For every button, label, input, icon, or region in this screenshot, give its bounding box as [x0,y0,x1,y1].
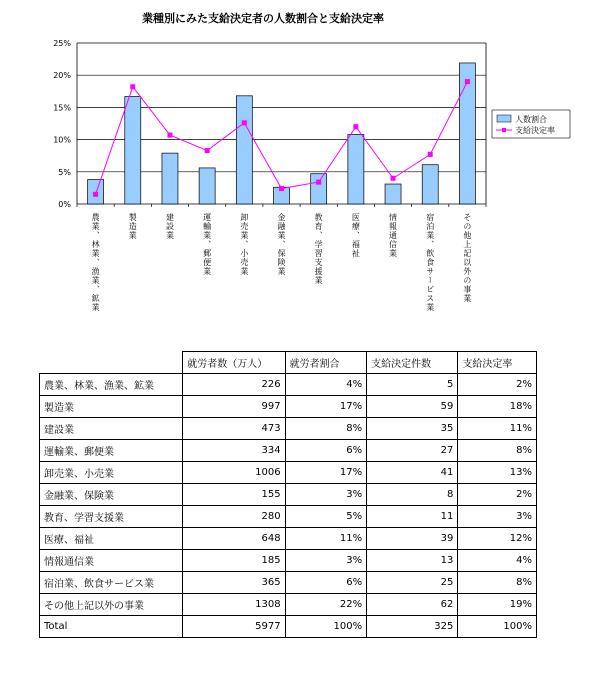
cell-share: 11% [285,528,367,550]
x-tick-label: 医療、福祉 [351,213,361,258]
cell-decisions: 13 [367,550,458,572]
row-label: 卸売業、小売業 [40,462,183,484]
cell-decisions: 5 [367,374,458,396]
row-label: 農業、林業、漁業、鉱業 [40,374,183,396]
cell-decisions: 62 [367,594,458,616]
cell-rate: 8% [458,440,537,462]
bar-series [88,63,476,204]
chart-title: 業種別にみた支給決定者の人数割合と支給決定率 [142,12,384,25]
line-point [167,133,172,138]
x-tick-label: 卸売業、小売業 [239,213,249,276]
table-total-row [40,616,537,638]
data-table [39,351,537,638]
cell-rate: 19% [458,594,537,616]
bar [199,168,215,204]
cell-rate: 100% [458,616,537,638]
cell-workers: 185 [183,550,285,572]
cell-decisions: 8 [367,484,458,506]
bar [422,165,438,204]
table-corner-cell [40,352,183,374]
line-point [242,120,247,125]
cell-decisions: 11 [367,506,458,528]
table-row [40,418,537,440]
cell-share: 100% [285,616,367,638]
bar [88,180,104,204]
cell-workers: 365 [183,572,285,594]
cell-workers: 334 [183,440,285,462]
line-series [93,79,470,197]
legend-line-marker [502,128,506,132]
bar [311,174,327,204]
y-tick-label: 5% [58,167,71,177]
table-row [40,440,537,462]
cell-share: 3% [285,484,367,506]
table-row [40,572,537,594]
x-tick-label: 製造業 [128,213,138,240]
cell-rate: 13% [458,462,537,484]
y-axis-ticks [53,39,71,209]
line-point [316,180,321,185]
cell-workers: 997 [183,396,285,418]
cell-share: 17% [285,396,367,418]
cell-rate: 2% [458,484,537,506]
legend-bar-swatch [497,115,511,122]
cell-rate: 4% [458,550,537,572]
cell-decisions: 27 [367,440,458,462]
row-label: Total [40,616,183,638]
row-label: 製造業 [40,396,183,418]
cell-rate: 8% [458,572,537,594]
x-tick-label: 金融業、保険業 [277,213,286,276]
cell-share: 6% [285,572,367,594]
cell-workers: 648 [183,528,285,550]
y-tick-label: 25% [53,39,71,48]
row-label: 運輸業、郵便業 [40,440,183,462]
x-axis-labels [90,212,472,312]
cell-share: 5% [285,506,367,528]
cell-decisions: 325 [367,616,458,638]
y-tick-label: 20% [53,71,71,81]
legend-line-label: 支給決定率 [515,126,555,135]
cell-share: 3% [285,550,367,572]
x-tick-label: 農業、林業、漁業、鉱業 [91,213,101,312]
cell-workers: 5977 [183,616,285,638]
cell-rate: 2% [458,374,537,396]
bar [348,134,364,204]
row-label: 情報通信業 [40,550,183,572]
cell-decisions: 39 [367,528,458,550]
line-point [93,192,98,197]
table-row [40,396,537,418]
bar [162,153,178,204]
cell-rate: 11% [458,418,537,440]
col-header-workers: 就労者数（万人） [183,352,285,374]
y-tick-label: 15% [53,103,71,113]
x-tick-label: 建設業 [165,213,175,240]
cell-workers: 155 [183,484,285,506]
line-point [428,152,433,157]
cell-rate: 18% [458,396,537,418]
y-tick-label: 10% [53,135,71,145]
cell-share: 6% [285,440,367,462]
row-label: 宿泊業、飲食サービス業 [40,572,183,594]
table-row [40,550,537,572]
x-tick-label: その他上記以外の事業 [462,213,472,303]
cell-share: 17% [285,462,367,484]
line-point [205,148,210,153]
line-point [391,176,396,181]
line-point [353,124,358,129]
table-row [40,506,537,528]
x-tick-label: 情報通信業 [388,213,398,258]
cell-share: 8% [285,418,367,440]
cell-share: 4% [285,374,367,396]
legend [492,110,570,138]
cell-decisions: 41 [367,462,458,484]
cell-workers: 226 [183,374,285,396]
legend-bar-label: 人数割合 [515,115,547,124]
bar [385,184,401,204]
cell-workers: 473 [183,418,285,440]
col-header-share: 就労者割合 [285,352,367,374]
line-point [279,186,284,191]
line-point [465,79,470,84]
cell-decisions: 25 [367,572,458,594]
x-tick-label: 教育、学習支援業 [314,213,324,285]
row-label: 建設業 [40,418,183,440]
cell-rate: 12% [458,528,537,550]
bar [236,96,252,204]
x-tick-label: 運輸業、郵便業 [202,213,212,276]
row-label: 金融業、保険業 [40,484,183,506]
bar [125,96,141,204]
line-path [96,82,468,195]
y-tick-label: 0% [58,200,71,209]
col-header-decisions: 支給決定件数 [367,352,458,374]
table-row [40,374,537,396]
cell-workers: 1308 [183,594,285,616]
cell-share: 22% [285,594,367,616]
col-header-rate: 支給決定率 [458,352,537,374]
row-label: 医療、福祉 [40,528,183,550]
row-label: その他上記以外の事業 [40,594,183,616]
table-row [40,484,537,506]
table-row [40,462,537,484]
table-row [40,594,537,616]
cell-decisions: 35 [367,418,458,440]
cell-workers: 1006 [183,462,285,484]
cell-workers: 280 [183,506,285,528]
row-label: 教育、学習支援業 [40,506,183,528]
table-row [40,528,537,550]
x-tick-label: 宿泊業、飲食サービス業 [425,213,435,312]
cell-decisions: 59 [367,396,458,418]
table-header-row [40,352,537,374]
cell-rate: 3% [458,506,537,528]
line-point [130,84,135,89]
